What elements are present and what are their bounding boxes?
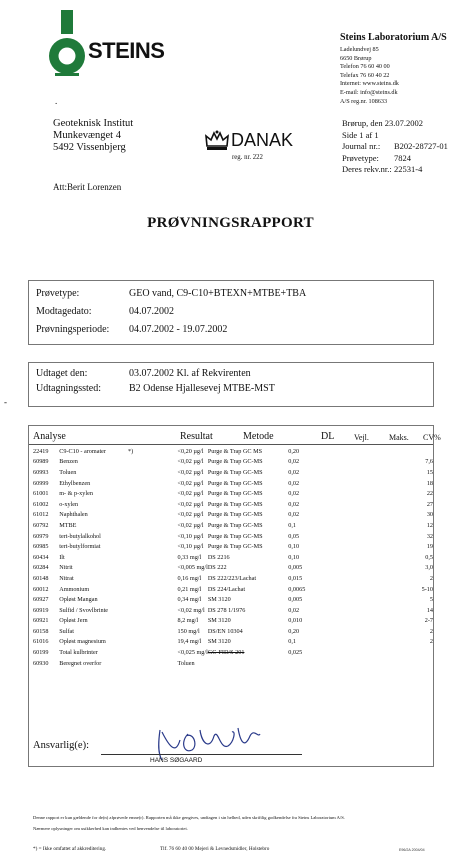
signature-label: Ansvarlig(e): [33,740,89,751]
danak-reg: reg. nr. 222 [232,154,263,161]
table-row [33,658,433,669]
col-header-vejl: Vejl. [354,433,369,442]
analyse-code: 61016 [33,638,49,646]
result-value: Toluen [177,659,195,667]
sample-label: Prøvetype: [342,152,379,163]
analyse-code: 22419 [33,447,49,455]
detection-limit: 0,025 [288,649,303,657]
guideline [362,637,395,648]
guideline [362,584,395,595]
analyse-name [59,467,157,478]
table-row [33,637,433,648]
method: Purge & Trap GC-MS [207,479,263,487]
danak-name: DANAK [231,130,294,150]
cv-percent: 27 [426,500,433,508]
method: Purge & Trap GC-MS [207,511,263,519]
analyse-code: 60930 [33,659,49,667]
table-row [33,446,433,457]
table-row [33,478,433,489]
method: Purge & Trap GC MS [207,447,263,455]
method: SM 3120 [207,617,231,625]
report-date: Brørup, den 23.07.2002 [342,118,423,128]
client-city: 5492 Vissenbjerg [53,142,126,153]
cv-percent: 19 [426,543,433,551]
crown-icon [204,130,230,154]
analyse-name [59,637,157,648]
lab-email: E-mail: info@steins.dk [340,88,398,96]
sample-number: 7824 [394,152,411,163]
analyse-name: Beregnet overfor [59,659,102,667]
table-row [33,541,433,552]
cv-percent: 2 [429,627,433,635]
analyse-name: Opløst magnesium [59,638,106,646]
table-row [33,510,433,521]
periode-value: 04.07.2002 - 19.07.2002 [129,324,228,335]
analyse-code: 60921 [33,617,49,625]
analyse-code: 60927 [33,596,49,604]
analyse-name: Ethylbenzen [59,479,91,487]
cv-percent [395,658,433,669]
method: SM 3120 [207,596,231,604]
detection-limit: 0,015 [288,574,303,582]
analyse-code: 61012 [33,511,49,519]
col-header-resultat: Resultat [180,431,213,442]
analyse-code: 60158 [33,627,49,635]
analyse-name [59,552,157,563]
accreditation-note-marker: *) [127,447,134,455]
cv-percent: 15 [426,468,433,476]
table-row [33,488,433,499]
table-row [33,616,433,627]
results-table [33,446,433,668]
method: DS 224/Lachat [207,585,246,593]
result-value: 150 mg/l [177,627,200,635]
cv-percent: 3,0 [425,564,433,572]
analyse-code: 60919 [33,606,49,614]
cv-percent: 32 [426,532,433,540]
lab-address-line: 6650 Brørup [340,54,372,62]
table-row [33,626,433,637]
analyse-name: Nitrit [59,564,73,572]
detection-limit: 0,10 [288,553,300,561]
result-value: <0,025 mg/l [177,649,208,657]
result-value: <0,02 µg/l [177,479,204,487]
cv-percent: 5-10 [421,585,433,593]
detection-limit: 0,05 [288,532,300,540]
ref-label: Deres rekv.nr.: [342,164,392,175]
col-header-cv: CV% [423,433,441,442]
guideline [362,605,395,616]
analyse-code: 61001 [33,490,49,498]
cv-percent: 2 [429,574,433,582]
analyse-name [59,594,157,605]
analyse-code: 60989 [33,458,49,466]
provetype-label: Prøvetype: [36,288,80,299]
lab-fax: Telefax 76 60 40 22 [340,71,390,79]
footer-contact: Tlf. 76 60 40 00 Mejeri & Levnedsmidler, Holstebro [160,846,270,852]
client-address [53,118,133,154]
table-row [33,573,433,584]
result-value: <0,02 mg/l [177,606,205,614]
table-row [33,531,433,542]
result-value: 0,33 mg/l [177,553,202,561]
provetype-value: GEO vand, C9-C10+BTEXN+MTBE+TBA [129,288,307,299]
col-header-maks: Maks. [389,433,409,442]
journal-label: Journal nr.: [342,141,381,152]
analyse-name [59,478,157,489]
analyse-name [59,499,157,510]
detection-limit: 0,02 [288,511,300,519]
col-header-metode: Metode [243,431,274,442]
table-row [33,563,433,574]
analyse-name: Ilt [59,553,65,561]
signature-name: HANS SØGAARD [150,757,203,764]
analyse-name: Ammonium [59,585,90,593]
result-value: <0,10 µg/l [177,532,204,540]
detection-limit: 0,02 [288,458,300,466]
udtaget-value: 03.07.2002 Kl. af Rekvirenten [129,368,251,379]
col-header-analyse: Analyse [33,431,66,442]
header-divider [29,444,433,445]
analyse-name: Naphthalen [59,511,88,519]
footer-note: *) = Ikke omfattet af akkreditering. [33,846,107,852]
result-value: <0,02 µg/l [177,511,204,519]
report-meta [342,118,448,176]
analyse-name: m- & p-xylen [59,490,93,498]
lab-phone: Telefon 76 60 40 00 [340,63,390,71]
cv-percent: 5 [429,596,433,604]
cv-percent [395,446,433,457]
client-street: Munkevænget 4 [53,130,121,141]
method: DS 222 [207,564,227,572]
method: DS/EN 10304 [207,627,243,635]
report-page: Side 1 af 1 [342,129,379,140]
analyse-name [59,488,157,499]
guideline [362,520,395,531]
modtaget-label: Modtagedato: [36,306,92,317]
ref-number: 22531-4 [394,164,423,175]
analyse-name [59,573,157,584]
method [208,658,284,669]
result-value: <0,02 µg/l [177,468,204,476]
detection-limit: 0,010 [288,617,303,625]
table-row [33,499,433,510]
lab-regnr: A/S reg.nr. 108633 [340,97,388,105]
lab-web: Internet: www.steins.dk [340,80,399,88]
guideline [362,531,395,542]
guideline [362,616,395,627]
guideline [362,573,395,584]
analyse-name: Benzen [59,458,78,466]
guideline [362,488,395,499]
method: DS 278 1/1976 [207,606,246,614]
detection-limit: 0,02 [288,490,300,498]
guideline [362,658,395,669]
analyse-name: Toluen [59,468,77,476]
guideline [362,499,395,510]
result-value: <0,02 µg/l [177,500,204,508]
guideline [362,478,395,489]
result-value: <0,10 µg/l [177,543,204,551]
result-value: 0,21 mg/l [177,585,202,593]
analyse-name [59,626,157,637]
detection-limit: 0,20 [288,627,300,635]
table-row [33,457,433,468]
table-row [33,520,433,531]
method: Purge & Trap GC-MS [207,458,263,466]
analyse-code: 60985 [33,543,49,551]
sample-info-box [28,280,434,345]
analyse-code: 60199 [33,649,49,657]
periode-label: Prøvningsperiode: [36,324,110,335]
analyse-name: Opløst Jern [59,617,88,625]
col-header-dl: DL [321,431,335,442]
analyse-name: tert-butylalkohol [59,532,101,540]
detection-limit: 0,1 [288,521,296,529]
result-value: <0,02 µg/l [177,490,204,498]
result-value: 0,34 mg/l [177,596,202,604]
guideline [362,647,395,658]
guideline [362,594,395,605]
cv-percent: 2 [429,638,433,646]
method: DS 2216 [207,553,230,561]
detection-limit: 0,0065 [288,585,306,593]
result-value: 8,2 mg/l [177,617,199,625]
guideline [362,510,395,521]
analyse-name: Sulfid / Svovlbrinte [59,606,109,614]
method: GC-FID/S 201 [207,649,245,657]
cv-percent: 30 [426,511,433,519]
cv-percent [395,647,433,658]
analyse-name: tert-butylformiat [59,543,101,551]
method: DS 222/223/Lachat [207,574,257,582]
detection-limit: 0,10 [288,543,300,551]
analyse-name [59,563,157,574]
analyse-code: 60012 [33,585,49,593]
footer-uncertainty: Nærmere oplysninger om usikkerhed kan indhentes ved henvendelse til laboratoriet. [33,826,188,831]
sted-label: Udtagningssted: [36,383,101,394]
table-row [33,647,433,658]
method: Purge & Trap GC-MS [207,468,263,476]
detection-limit: 0,005 [288,596,303,604]
cv-percent: 12 [426,521,433,529]
signature-line [101,754,302,755]
cv-percent: 18 [426,479,433,487]
result-value: <0,005 mg/l [177,564,208,572]
analyse-name [59,541,157,552]
method: SM 3120 [207,638,231,646]
result-value: <0,02 µg/l [177,521,204,529]
analyse-name [59,584,157,595]
analyse-name [59,446,157,457]
analyse-code: 60999 [33,479,49,487]
cv-percent: 14 [426,606,433,614]
analyse-name [59,658,157,669]
method: Purge & Trap GC-MS [207,490,263,498]
analyse-code: 60434 [33,553,49,561]
detection-limit: 0,02 [288,468,300,476]
footer-code: E96/2A 2004/04 [399,848,425,852]
attention-line: Att:Berit Lorenzen [53,182,122,192]
analyse-name: MTBE [59,521,77,529]
analyse-name [59,605,157,616]
cv-percent: 22 [426,490,433,498]
guideline [362,467,395,478]
method: Purge & Trap GC-MS [207,500,263,508]
guideline [362,626,395,637]
guideline [362,541,395,552]
analyse-code: 60148 [33,574,49,582]
method: Purge & Trap GC-MS [207,543,263,551]
guideline [362,457,395,468]
analyse-name [59,647,157,658]
detection-limit [284,658,362,669]
report-title: PRØVNINGSRAPPORT [147,215,314,231]
guideline [362,563,395,574]
guideline [362,446,395,457]
analyse-code: 60979 [33,532,49,540]
analyse-name: Sulfat [59,627,75,635]
analyse-name: Nitrat [59,574,74,582]
method: Purge & Trap GC-MS [207,532,263,540]
method: Purge & Trap GC-MS [207,521,263,529]
analyse-name [59,457,157,468]
sted-value: B2 Odense Hjallesevej MTBE-MST [129,383,275,394]
analyse-name: Opløst Mangan [59,596,98,604]
udtaget-label: Udtaget den: [36,368,88,379]
detection-limit: 0,005 [288,564,303,572]
analyse-name: Total kulbrinter [59,649,98,657]
analyse-code: 61002 [33,500,49,508]
analyse-name [59,616,157,627]
detection-limit: 0,1 [288,638,296,646]
modtaget-value: 04.07.2002 [129,306,174,317]
steins-logo-icon [48,10,86,80]
lab-address-line: Ladelundvej 85 [340,46,379,53]
table-row [33,584,433,595]
analyse-name: o-xylen [59,500,79,508]
sampling-info-box [28,362,434,407]
analyse-code: 60792 [33,521,49,529]
table-row [33,467,433,478]
detection-limit: 0,02 [288,606,300,614]
table-row [33,552,433,563]
lab-address [340,46,399,106]
result-value: <0,02 µg/l [177,458,204,466]
table-row [33,605,433,616]
analyse-code: 60284 [33,564,49,572]
analyse-code: 60993 [33,468,49,476]
analyse-name [59,531,157,542]
guideline [362,552,395,563]
detection-limit: 0,20 [288,447,300,455]
cv-percent: 7,6 [425,458,433,466]
result-value: 0,16 mg/l [177,574,202,582]
journal-number: B202-28727-01 [394,141,448,152]
analyse-name [59,510,157,521]
footer-disclaimer: Denne rapport er kun gældende for de(n) afprøvede emne(r). Rapporten må ikke gengives, undtagen i sin helhed, uden skriftlig godkendelse fra Steins Laboratorium A/S. [33,815,345,820]
analyse-name [59,520,157,531]
result-value: 19,4 mg/l [177,638,202,646]
result-value: <0,20 µg/l [177,447,204,455]
cv-percent: 2-7 [424,617,433,625]
lab-name: Steins Laboratorium A/S [340,32,447,43]
detection-limit: 0,02 [288,479,300,487]
brand-name: STEINS [88,38,165,63]
client-name: Geoteknisk Institut [53,118,134,129]
analyse-name: C9-C10 - aromater [59,447,106,455]
cv-percent: 0,5 [425,553,433,561]
detection-limit: 0,02 [288,500,300,508]
table-row [33,594,433,605]
